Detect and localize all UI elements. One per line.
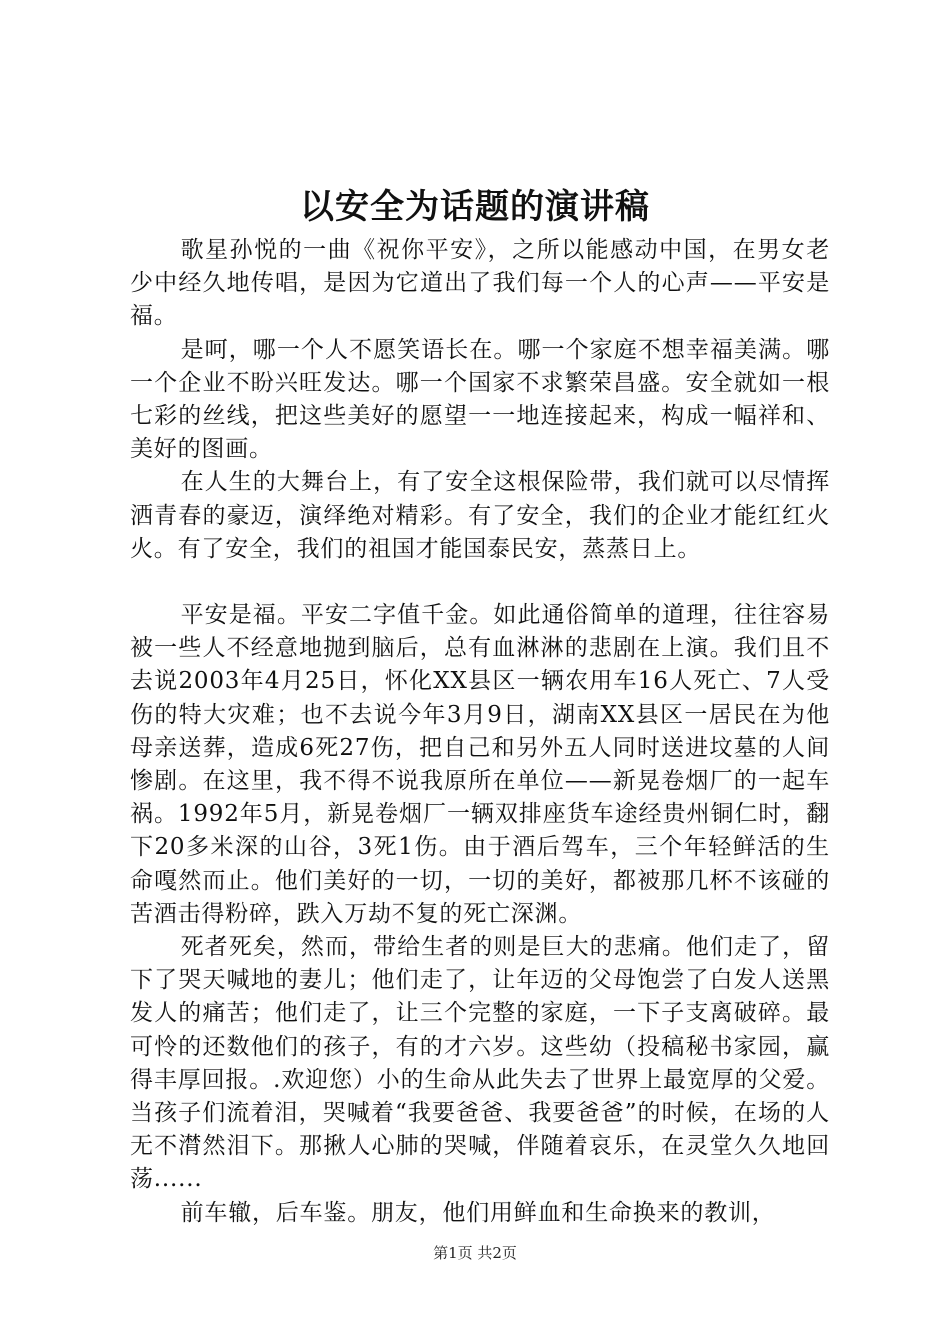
paragraph: 在人生的大舞台上，有了安全这根保险带，我们就可以尽情挥洒青春的豪迈，演绎绝对精彩。有了安全，我们的企业才能红红火火。有了安全，我们的祖国才能国泰民安，蒸蒸日上。 — [130, 469, 830, 562]
paragraph: 平安是福。平安二字值千金。如此通俗简单的道理，往往容易被一些人不经意地抛到脑后，总有血淋淋的悲剧在上演。我们且不去说2003年4月25日，怀化XX县区一辆农用车16人死亡、7人受伤的特大灾难；也不去说今年3月9日，湖南XX县区一居民在为他母亲送葬，造成6死27伤，把自己和另外五人同时送进坟墓的人间惨剧。在这里，我不得不说我原所在单位——新晃卷烟厂的一起车祸。1992年5月，新晃卷烟厂一辆双排座货车途经贵州铜仁时，翻下20多米深的山谷，3死1伤。由于酒后驾车，三个年轻鲜活的生命嘎然而止。他们美好的一切，一切的美好，都被那几杯不该碰的苦酒击得粉碎，跌入万劫不复的死亡深渊。 — [130, 602, 830, 927]
paragraph: 死者死矣，然而，带给生者的则是巨大的悲痛。他们走了，留下了哭天喊地的妻儿；他们走了，让年迈的父母饱尝了白发人送黑发人的痛苦；他们走了，让三个完整的家庭，一下子支离破碎。最可怜的还数他们的孩子，有的才六岁。这些幼（投稿秘书家园，赢得丰厚回报。.欢迎您）小的生命从此失去了世界上最宽厚的父爱。当孩子们流着泪，哭喊着“我要爸爸、我要爸爸”的时候，在场的人无不潸然泪下。那揪人心肺的哭喊，伴随着哀乐，在灵堂久久地回荡...... — [130, 934, 830, 1193]
page-number: 第1页 共2页 — [433, 1244, 517, 1262]
paragraph-gap — [130, 566, 830, 599]
paragraph: 前车辙，后车鉴。朋友，他们用鲜血和生命换来的教训， — [180, 1199, 776, 1226]
document-body — [130, 234, 830, 1230]
paragraph: 歌星孙悦的一曲《祝你平安》，之所以能感动中国，在男女老少中经久地传唱，是因为它道出了我们每一个人的心声——平安是福。 — [130, 237, 830, 330]
document-title: 以安全为话题的演讲稿 — [300, 187, 650, 227]
paragraph: 是呵，哪一个人不愿笑语长在。哪一个家庭不想幸福美满。哪一个企业不盼兴旺发达。哪一个国家不求繁荣昌盛。安全就如一根七彩的丝线，把这些美好的愿望一一地连接起来，构成一幅祥和、美好的图画。 — [130, 336, 830, 463]
